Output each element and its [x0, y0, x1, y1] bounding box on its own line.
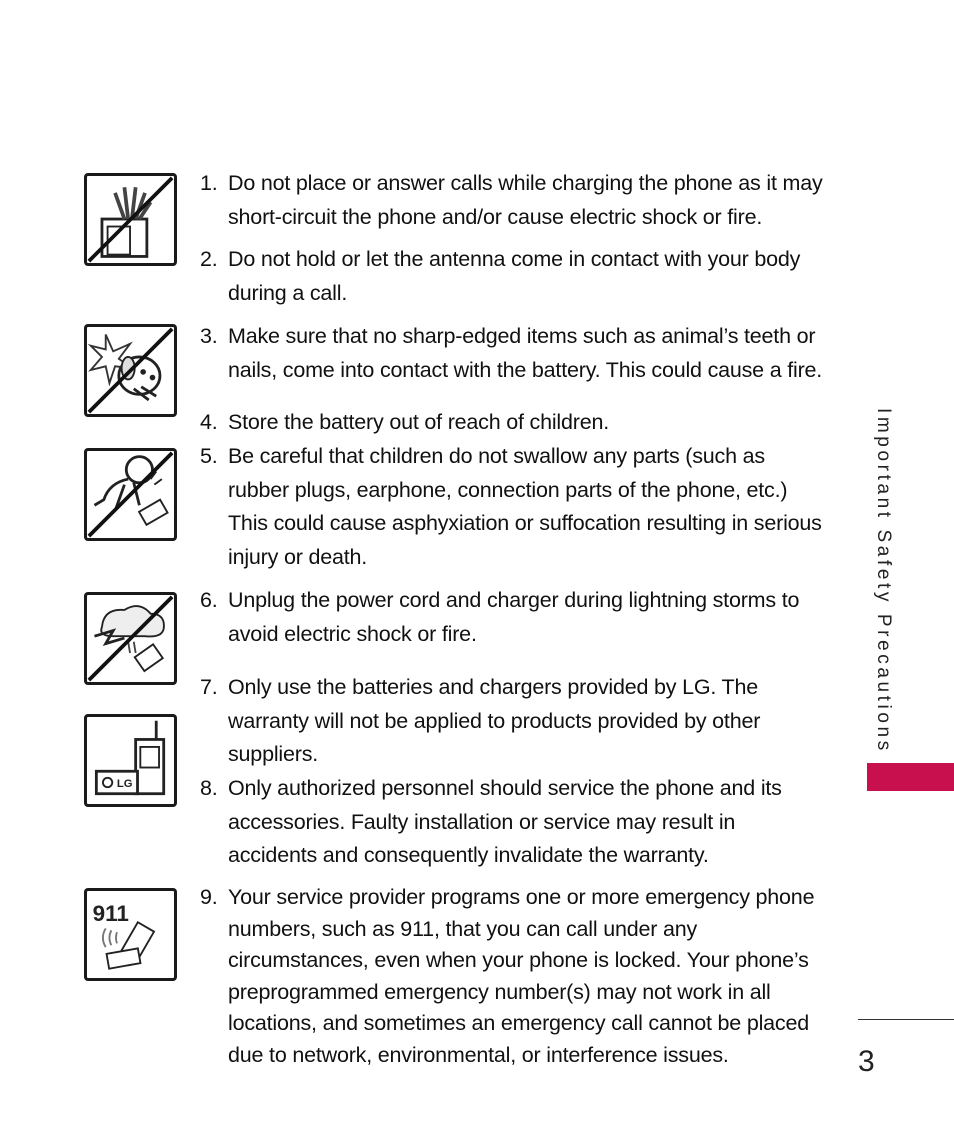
safety-item-1 [200, 167, 825, 234]
no-pet-chew-icon [84, 324, 177, 417]
footer-divider [858, 1019, 954, 1020]
item-number: 9. [200, 885, 218, 909]
item-text: Store the battery out of reach of children. [228, 410, 610, 434]
item-number: 1. [200, 171, 218, 195]
safety-item-8 [200, 772, 825, 873]
emergency-911-icon [84, 888, 177, 981]
child-swallow-warning-icon [84, 448, 177, 541]
lg-battery-charger-icon [84, 714, 177, 807]
item-text: Do not hold or let the antenna come in contact with your body during a call. [228, 247, 801, 305]
safety-item-6 [200, 584, 825, 651]
emergency-number-text: 911 [92, 900, 129, 926]
item-number: 5. [200, 444, 218, 468]
item-text: Only use the batteries and chargers provided by LG. The warranty will not be applied to products provided by other suppliers. [228, 675, 761, 766]
item-number: 6. [200, 588, 218, 612]
item-text: Do not place or answer calls while charging the phone as it may short-circuit the phone and/or cause electric shock or fire. [228, 171, 823, 229]
item-number: 4. [200, 410, 218, 434]
item-text: Your service provider programs one or more emergency phone numbers, such as 911, that you can call under any circumstances, even when your phone is locked. Your phone’s preprogrammed emergency number(s) may not work in all locations, and sometimes an emergency call cannot be placed due to network, environmental, or interference issues. [228, 885, 815, 1067]
safety-item-2 [200, 243, 825, 310]
item-text: Be careful that children do not swallow any parts (such as rubber plugs, earphone, connection parts of the phone, etc.) This could cause asphyxiation or suffocation resulting in serious injury or death. [228, 444, 822, 569]
item-number: 8. [200, 776, 218, 800]
safety-item-9 [200, 882, 825, 1071]
no-charging-call-icon [84, 173, 177, 266]
section-side-title: Important Safety Precautions [873, 408, 894, 754]
safety-item-5 [200, 440, 825, 574]
item-number: 7. [200, 675, 218, 699]
page-number: 3 [858, 1045, 875, 1078]
item-text: Make sure that no sharp-edged items such as animal’s teeth or nails, come into contact with the battery. This could cause a fire. [228, 324, 823, 382]
safety-item-4 [200, 406, 825, 440]
item-number: 2. [200, 247, 218, 271]
item-text: Unplug the power cord and charger during lightning storms to avoid electric shock or fire. [228, 588, 800, 646]
safety-item-3 [200, 320, 825, 387]
lightning-storm-icon [84, 592, 177, 685]
safety-item-7 [200, 671, 825, 772]
item-text: Only authorized personnel should service the phone and its accessories. Faulty installation or service may result in accidents and consequently invalidate the warranty. [228, 776, 782, 867]
section-tab-marker [867, 763, 954, 791]
lg-logo-text: LG [116, 778, 133, 791]
item-number: 3. [200, 324, 218, 348]
